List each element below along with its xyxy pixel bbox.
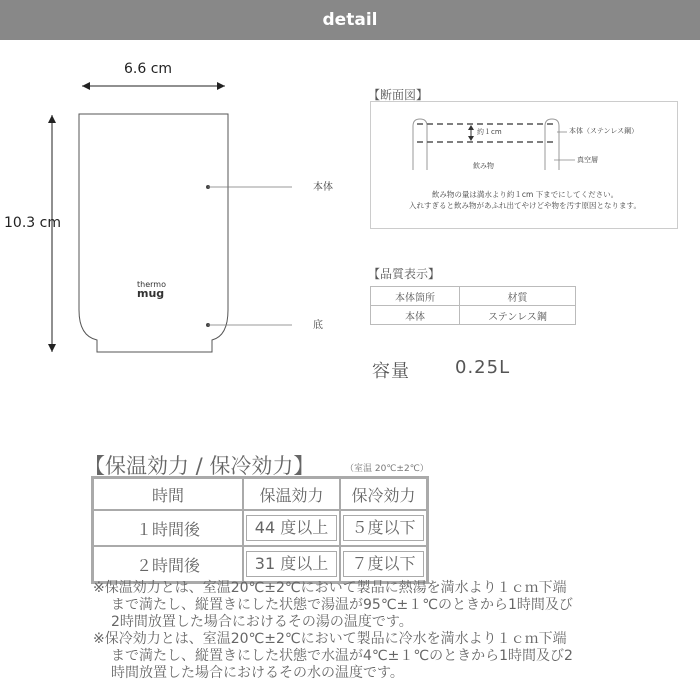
- thermal-cell-cold-2h-box: [340, 546, 427, 582]
- note-warm-line1: ※保温効力とは、室温20℃±2℃において製品に熱湯を満水より１ｃｍ下端: [93, 580, 567, 596]
- mug-logo: [137, 280, 166, 298]
- header-title: detail: [322, 10, 378, 30]
- thermal-header-row: [93, 478, 427, 510]
- cross-note-line1: 飲み物の量は満水より約１cm 下までにしてください。: [431, 190, 619, 199]
- thermal-header-cold: 保冷効力: [340, 478, 427, 510]
- thermal-cell-warm-1h: 44 度以上: [246, 515, 337, 541]
- quality-header-part: 本体箇所: [371, 287, 460, 306]
- logo-line-mug: mug: [137, 287, 165, 300]
- note-cold-line3: 時間放置した場合におけるその水の温度です。: [111, 665, 404, 681]
- thermal-cell-cold-2h: ７度以下: [343, 551, 424, 577]
- vacuum-label: 真空層: [577, 156, 598, 164]
- thermal-cell-warm-2h-box: [243, 546, 340, 582]
- cross-note-line2: 入れすぎると飲み物があふれ出てやけどや物を汚す原因となります。: [409, 201, 641, 210]
- thermal-cell-time-2h: ２時間後: [93, 546, 243, 582]
- note-warm-line2: まで満たし、縦置きにした状態で湯温が95℃±１℃のときから1時間及び: [111, 597, 573, 613]
- quality-row: [371, 306, 576, 325]
- notes: [93, 580, 693, 682]
- note-cold-line1: ※保冷効力とは、室温20℃±2℃において製品に冷水を満水より１ｃｍ下端: [93, 631, 567, 647]
- thermal-cell-cold-1h-box: [340, 510, 427, 546]
- logo-line-thermo: thermo: [137, 280, 166, 289]
- thermal-table: [91, 476, 429, 584]
- thermal-title: 【保温効力 / 保冷効力】: [84, 454, 315, 478]
- capacity-value: 0.25L: [455, 357, 511, 378]
- thermal-header-time: 時間: [93, 478, 243, 510]
- quality-table: [370, 286, 576, 325]
- detail-header: [0, 0, 700, 40]
- thermal-cell-time-1h: １時間後: [93, 510, 243, 546]
- thermal-condition: （室温 20℃±2℃）: [345, 464, 429, 474]
- cross-section-title: 【断面図】: [368, 88, 429, 102]
- thermal-row-2h: [93, 546, 427, 582]
- thermal-cell-warm-2h: 31 度以上: [246, 551, 337, 577]
- note-warm-line3: 2時間放置した場合におけるその湯の温度です。: [111, 614, 413, 630]
- thermal-row-1h: [93, 510, 427, 546]
- width-dimension: 6.6 cm: [124, 61, 173, 77]
- thermal-header-warm: 保温効力: [243, 478, 340, 510]
- quality-title: 【品質表示】: [368, 267, 441, 281]
- note-cold-line2: まで満たし、縦置きにした状態で水温が4℃±１℃のときから1時間及び2: [111, 648, 573, 664]
- thermal-cell-warm-1h-box: [243, 510, 340, 546]
- bottom-label: 底: [313, 320, 323, 331]
- quality-header-row: [371, 287, 576, 306]
- cross-section-box: [370, 101, 678, 229]
- mug-diagram: [0, 40, 360, 380]
- body-label: 本体: [313, 182, 333, 193]
- quality-cell-part: 本体: [371, 306, 460, 325]
- drink-label: 飲み物: [473, 162, 494, 170]
- cross-body-label: 本体（ステンレス鋼）: [569, 127, 639, 135]
- cross-note: [371, 189, 679, 211]
- quality-cell-material: ステンレス鋼: [460, 306, 576, 325]
- gap-label: 約１cm: [477, 128, 502, 136]
- capacity-label: 容量: [372, 361, 410, 382]
- mug-drawing: [0, 40, 360, 380]
- thermal-cell-cold-1h: ５度以下: [343, 515, 424, 541]
- quality-header-material: 材質: [460, 287, 576, 306]
- height-dimension: 10.3 cm: [4, 215, 61, 231]
